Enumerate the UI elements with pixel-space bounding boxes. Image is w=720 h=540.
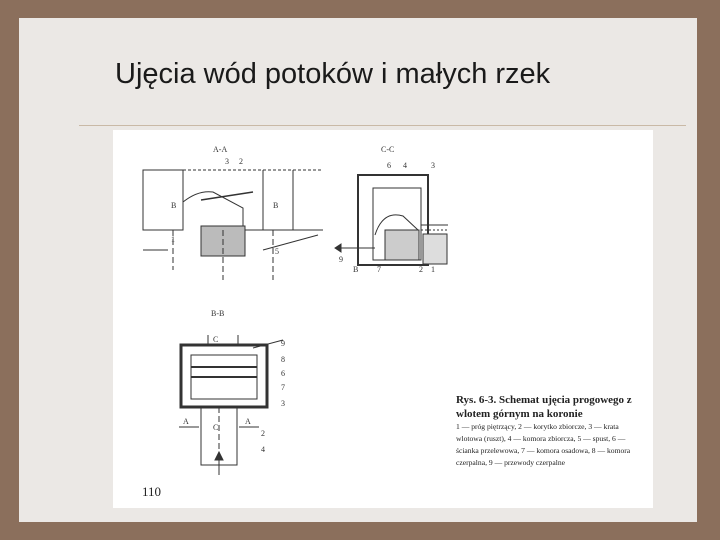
part-number: 6 xyxy=(387,161,391,170)
caption-title: Rys. 6-3. Schemat ujęcia progowego z wlotem górnym na koronie xyxy=(456,394,632,420)
section-aa-label: A-A xyxy=(213,145,228,154)
section-cc-drawing xyxy=(335,175,448,265)
part-number: 5 xyxy=(275,247,279,256)
part-number: 1 xyxy=(171,235,175,244)
part-number: 3 xyxy=(431,161,435,170)
part-number: 3 xyxy=(225,157,229,166)
figure-caption xyxy=(456,393,646,469)
slide-title: Ujęcia wód potoków i małych rzek xyxy=(115,58,551,90)
part-number: 2 xyxy=(419,265,423,274)
section-bb-label: B-B xyxy=(211,309,225,318)
part-number: 4 xyxy=(403,161,407,170)
part-number: 1 xyxy=(431,265,435,274)
part-number: 4 xyxy=(261,445,265,454)
page-number: 110 xyxy=(142,484,162,499)
section-aa-drawing xyxy=(143,170,323,280)
part-number: 3 xyxy=(281,399,285,408)
part-number: 7 xyxy=(377,265,381,274)
marker-c-bottom: C xyxy=(213,423,219,432)
marker-b-left: B xyxy=(171,201,177,210)
section-cc-label: C-C xyxy=(381,145,395,154)
part-number: 7 xyxy=(281,383,285,392)
title-divider xyxy=(79,125,686,126)
marker-a-left: A xyxy=(183,417,189,426)
figure-scan xyxy=(113,130,653,508)
caption-legend: 1 — próg piętrzący, 2 — korytko zbiorcze, 3 — krata wlotowa (ruszt), 4 — komora zbiorcza, 5 — spust, 6 — ścianka przelewowa, 7 — komora osadowa, 8 — komora czerpalna, 9 — przewody czerpalne xyxy=(456,422,631,467)
marker-b-left: B xyxy=(353,265,359,274)
slide xyxy=(19,18,697,522)
part-number: 8 xyxy=(281,355,285,364)
part-number: 6 xyxy=(281,369,285,378)
part-number: 9 xyxy=(281,339,285,348)
part-number: 2 xyxy=(239,157,243,166)
section-bb-drawing xyxy=(179,335,283,475)
marker-a-right: A xyxy=(245,417,251,426)
marker-c-top: C xyxy=(213,335,219,344)
marker-b-right: B xyxy=(273,201,279,210)
part-number: 9 xyxy=(339,255,343,264)
part-number: 2 xyxy=(261,429,265,438)
